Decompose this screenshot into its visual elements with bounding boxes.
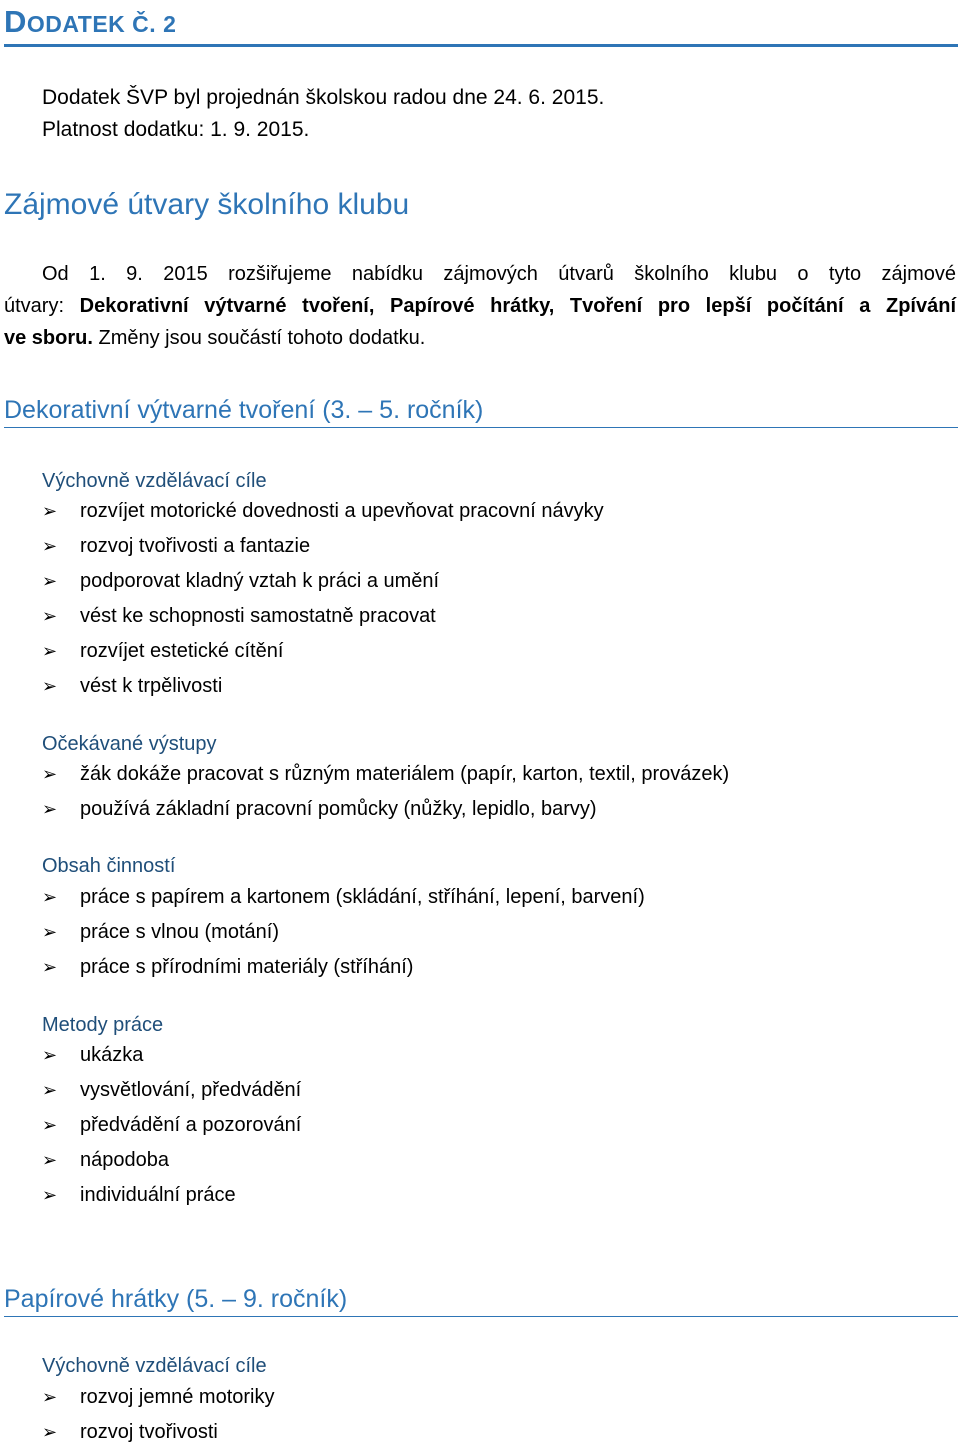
appendix-heading-rest: ODATEK Č. 2 — [26, 11, 177, 37]
list-item: ➢ individuální práce — [42, 1178, 301, 1213]
section2-goals-list — [42, 1380, 275, 1450]
paragraph-line-3-bold: ve sboru. — [4, 327, 93, 349]
paragraph-line-2 — [4, 290, 956, 322]
list-item: ➢ práce s přírodními materiály (stříhání) — [42, 950, 645, 985]
list-item: ➢ práce s vlnou (motání) — [42, 915, 645, 950]
list-item: ➢ rozvíjet motorické dovednosti a upevňovat pracovní návyky — [42, 494, 604, 529]
list-item: ➢ rozvoj tvořivosti a fantazie — [42, 529, 604, 564]
list-item: ➢ ukázka — [42, 1038, 301, 1073]
arrow-bullet-icon: ➢ — [42, 676, 58, 696]
section1-outputs-title: Očekávané výstupy — [42, 733, 217, 755]
section1-outputs-list — [42, 757, 729, 827]
arrow-bullet-icon: ➢ — [42, 1185, 58, 1205]
arrow-bullet-icon: ➢ — [42, 1045, 58, 1065]
list-item: ➢ rozvíjet estetické cítění — [42, 634, 604, 669]
arrow-bullet-icon: ➢ — [42, 922, 58, 942]
list-item: ➢ práce s papírem a kartonem (skládání, stříhání, lepení, barvení) — [42, 880, 645, 915]
arrow-bullet-icon: ➢ — [42, 571, 58, 591]
list-item: ➢ vysvětlování, předvádění — [42, 1073, 301, 1108]
paragraph-line-1: Od 1. 9. 2015 rozšiřujeme nabídku zájmových útvarů školního klubu o tyto zájmové — [42, 263, 956, 285]
arrow-bullet-icon: ➢ — [42, 1080, 58, 1100]
paragraph-line-3 — [4, 322, 956, 354]
intro-validity-line: Platnost dodatku: 1. 9. 2015. — [42, 118, 310, 141]
section1-methods-title: Metody práce — [42, 1014, 164, 1036]
paragraph-line-2-plain: útvary: — [4, 295, 80, 317]
arrow-bullet-icon: ➢ — [42, 1387, 58, 1407]
list-item: ➢ žák dokáže pracovat s různým materiálem (papír, karton, textil, provázek) — [42, 757, 729, 792]
list-item: ➢ rozvoj tvořivosti — [42, 1415, 275, 1450]
arrow-bullet-icon: ➢ — [42, 641, 58, 661]
list-item: ➢ vést k trpělivosti — [42, 669, 604, 704]
arrow-bullet-icon: ➢ — [42, 1422, 58, 1442]
section1-goals-list — [42, 494, 604, 704]
arrow-bullet-icon: ➢ — [42, 799, 58, 819]
arrow-bullet-icon: ➢ — [42, 606, 58, 626]
list-item: ➢ používá základní pracovní pomůcky (nůžky, lepidlo, barvy) — [42, 792, 729, 827]
section2-goals-title: Výchovně vzdělávací cíle — [42, 1355, 267, 1377]
intro-block — [42, 82, 604, 146]
arrow-bullet-icon: ➢ — [42, 1150, 58, 1170]
arrow-bullet-icon: ➢ — [42, 957, 58, 977]
section-title: Zájmové útvary školního klubu — [4, 188, 410, 221]
intro-paragraph — [4, 258, 956, 354]
paragraph-line-2-bold: Dekorativní výtvarné tvoření, Papírové hrátky, Tvoření pro lepší počítání a Zpívání — [79, 295, 957, 317]
appendix-heading-cap: D — [4, 4, 27, 39]
arrow-bullet-icon: ➢ — [42, 887, 58, 907]
section1-content-title: Obsah činností — [42, 855, 176, 877]
arrow-bullet-icon: ➢ — [42, 536, 58, 556]
section1-goals-title: Výchovně vzdělávací cíle — [42, 470, 267, 492]
appendix-heading — [4, 2, 958, 47]
section2-title: Papírové hrátky (5. – 9. ročník) — [4, 1282, 958, 1317]
section1-content-list — [42, 880, 645, 985]
section1-title: Dekorativní výtvarné tvoření (3. – 5. ročník) — [4, 393, 958, 428]
arrow-bullet-icon: ➢ — [42, 1115, 58, 1135]
arrow-bullet-icon: ➢ — [42, 764, 58, 784]
list-item: ➢ nápodoba — [42, 1143, 301, 1178]
list-item: ➢ předvádění a pozorování — [42, 1108, 301, 1143]
section1-methods-list — [42, 1038, 301, 1213]
list-item: ➢ podporovat kladný vztah k práci a umění — [42, 564, 604, 599]
list-item: ➢ rozvoj jemné motoriky — [42, 1380, 275, 1415]
paragraph-line-3-plain: Změny jsou součástí tohoto dodatku. — [92, 327, 426, 349]
arrow-bullet-icon: ➢ — [42, 501, 58, 521]
list-item: ➢ vést ke schopnosti samostatně pracovat — [42, 599, 604, 634]
intro-approval-line: Dodatek ŠVP byl projednán školskou radou dne 24. 6. 2015. — [42, 86, 605, 109]
